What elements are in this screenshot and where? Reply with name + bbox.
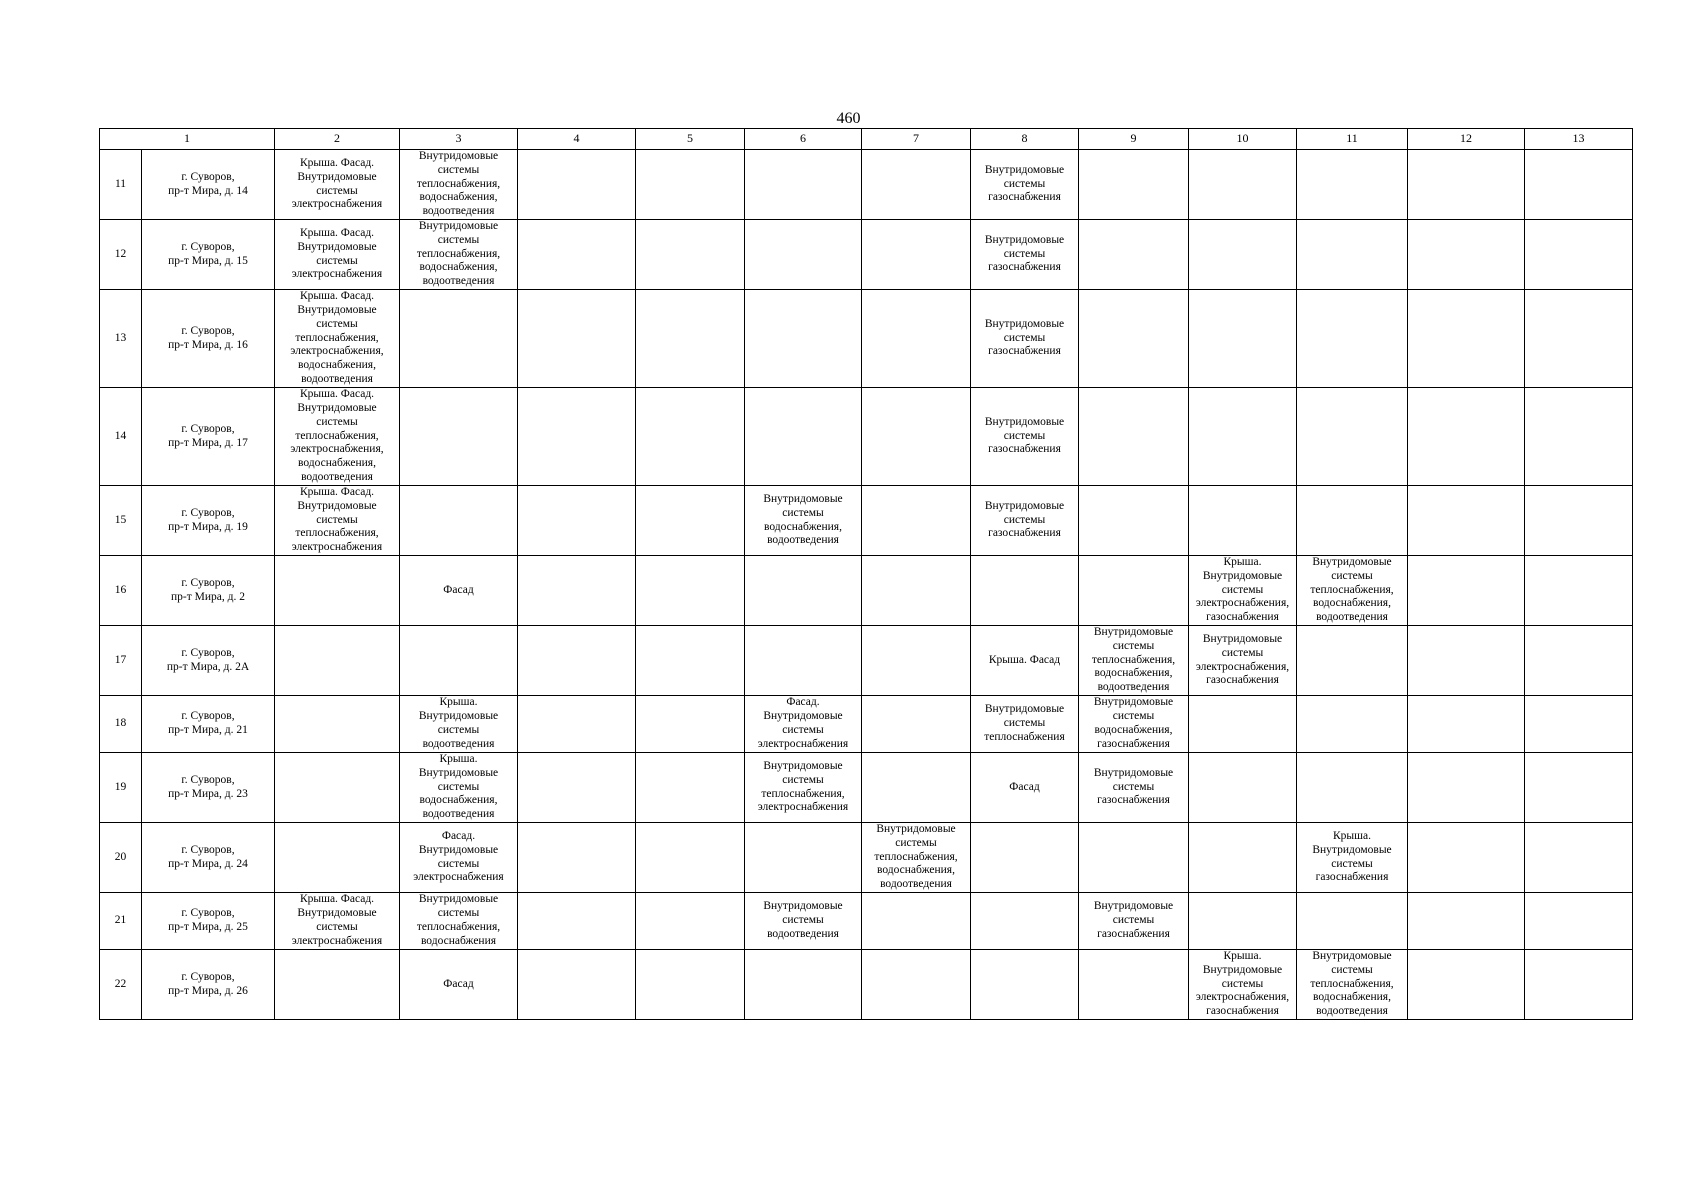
work-cell-col-2: [275, 696, 400, 753]
work-cell-col-4: [518, 388, 636, 486]
table-row: [100, 753, 1633, 823]
work-cell-col-10: [1189, 388, 1297, 486]
address-cell: г. Суворов, пр-т Мира, д. 17: [142, 388, 275, 486]
work-cell-col-6: [745, 950, 862, 1020]
table-row: [100, 486, 1633, 556]
work-cell-col-10: [1189, 753, 1297, 823]
work-cell-col-5: [636, 893, 745, 950]
work-cell-col-9: [1079, 556, 1189, 626]
row-number: 13: [100, 290, 142, 388]
work-cell-col-8: Внутридомовые системы теплоснабжения: [971, 696, 1079, 753]
address-cell: г. Суворов, пр-т Мира, д. 26: [142, 950, 275, 1020]
work-cell-col-2: Крыша. Фасад. Внутридомовые системы электроснабжения: [275, 893, 400, 950]
work-cell-col-11: Внутридомовые системы теплоснабжения, водоснабжения, водоотведения: [1297, 556, 1408, 626]
work-cell-col-12: [1408, 696, 1525, 753]
work-cell-col-7: [862, 950, 971, 1020]
work-cell-col-11: [1297, 486, 1408, 556]
column-header-4: 4: [518, 129, 636, 150]
work-cell-col-12: [1408, 893, 1525, 950]
work-cell-col-3: [400, 388, 518, 486]
work-cell-col-5: [636, 626, 745, 696]
row-number: 17: [100, 626, 142, 696]
row-number: 14: [100, 388, 142, 486]
work-cell-col-6: Внутридомовые системы теплоснабжения, электроснабжения: [745, 753, 862, 823]
row-number: 22: [100, 950, 142, 1020]
column-header-11: 11: [1297, 129, 1408, 150]
work-cell-col-7: [862, 220, 971, 290]
work-cell-col-6: [745, 823, 862, 893]
address-cell: г. Суворов, пр-т Мира, д. 2А: [142, 626, 275, 696]
work-cell-col-9: [1079, 486, 1189, 556]
work-cell-col-6: [745, 220, 862, 290]
work-cell-col-13: [1525, 556, 1633, 626]
address-cell: г. Суворов, пр-т Мира, д. 16: [142, 290, 275, 388]
work-cell-col-2: Крыша. Фасад. Внутридомовые системы электроснабжения: [275, 220, 400, 290]
work-cell-col-5: [636, 388, 745, 486]
work-cell-col-12: [1408, 220, 1525, 290]
table-row: [100, 388, 1633, 486]
work-cell-col-4: [518, 486, 636, 556]
work-cell-col-10: Крыша. Внутридомовые системы электроснабжения, газоснабжения: [1189, 556, 1297, 626]
table-row: [100, 823, 1633, 893]
work-cell-col-13: [1525, 388, 1633, 486]
work-cell-col-3: Фасад. Внутридомовые системы электроснабжения: [400, 823, 518, 893]
work-cell-col-8: Внутридомовые системы газоснабжения: [971, 388, 1079, 486]
work-cell-col-6: [745, 556, 862, 626]
work-cell-col-2: [275, 823, 400, 893]
work-cell-col-13: [1525, 150, 1633, 220]
work-cell-col-6: [745, 626, 862, 696]
address-cell: г. Суворов, пр-т Мира, д. 19: [142, 486, 275, 556]
work-cell-col-2: [275, 556, 400, 626]
work-cell-col-9: Внутридомовые системы водоснабжения, газоснабжения: [1079, 696, 1189, 753]
row-number: 19: [100, 753, 142, 823]
work-cell-col-3: Внутридомовые системы теплоснабжения, водоснабжения, водоотведения: [400, 220, 518, 290]
work-cell-col-7: Внутридомовые системы теплоснабжения, водоснабжения, водоотведения: [862, 823, 971, 893]
column-header-5: 5: [636, 129, 745, 150]
work-cell-col-13: [1525, 486, 1633, 556]
address-cell: г. Суворов, пр-т Мира, д. 15: [142, 220, 275, 290]
work-cell-col-12: [1408, 388, 1525, 486]
work-cell-col-10: [1189, 893, 1297, 950]
column-header-6: 6: [745, 129, 862, 150]
work-cell-col-13: [1525, 220, 1633, 290]
work-cell-col-13: [1525, 823, 1633, 893]
work-cell-col-4: [518, 823, 636, 893]
row-number: 15: [100, 486, 142, 556]
column-header-7: 7: [862, 129, 971, 150]
column-header-12: 12: [1408, 129, 1525, 150]
work-cell-col-3: Внутридомовые системы теплоснабжения, водоснабжения, водоотведения: [400, 150, 518, 220]
work-cell-col-4: [518, 696, 636, 753]
row-number: 18: [100, 696, 142, 753]
work-cell-col-10: [1189, 290, 1297, 388]
work-cell-col-9: [1079, 950, 1189, 1020]
row-number: 11: [100, 150, 142, 220]
work-cell-col-3: Крыша. Внутридомовые системы водоотведения: [400, 696, 518, 753]
work-cell-col-6: Внутридомовые системы водоснабжения, водоотведения: [745, 486, 862, 556]
work-cell-col-5: [636, 220, 745, 290]
address-cell: г. Суворов, пр-т Мира, д. 23: [142, 753, 275, 823]
work-cell-col-7: [862, 556, 971, 626]
work-cell-col-2: [275, 950, 400, 1020]
column-header-10: 10: [1189, 129, 1297, 150]
work-cell-col-7: [862, 290, 971, 388]
work-cell-col-8: [971, 556, 1079, 626]
work-cell-col-4: [518, 950, 636, 1020]
address-cell: г. Суворов, пр-т Мира, д. 25: [142, 893, 275, 950]
work-cell-col-5: [636, 556, 745, 626]
work-cell-col-13: [1525, 893, 1633, 950]
table-row: [100, 220, 1633, 290]
work-cell-col-12: [1408, 823, 1525, 893]
work-cell-col-10: Внутридомовые системы электроснабжения, газоснабжения: [1189, 626, 1297, 696]
work-cell-col-8: [971, 893, 1079, 950]
work-cell-col-4: [518, 150, 636, 220]
work-cell-col-10: [1189, 696, 1297, 753]
work-cell-col-12: [1408, 150, 1525, 220]
column-header-3: 3: [400, 129, 518, 150]
work-cell-col-11: [1297, 753, 1408, 823]
work-cell-col-8: Крыша. Фасад: [971, 626, 1079, 696]
work-cell-col-3: Фасад: [400, 556, 518, 626]
work-cell-col-5: [636, 950, 745, 1020]
work-cell-col-12: [1408, 950, 1525, 1020]
work-cell-col-10: [1189, 823, 1297, 893]
work-cell-col-7: [862, 753, 971, 823]
address-cell: г. Суворов, пр-т Мира, д. 24: [142, 823, 275, 893]
work-cell-col-13: [1525, 753, 1633, 823]
work-cell-col-5: [636, 823, 745, 893]
work-cell-col-8: Внутридомовые системы газоснабжения: [971, 220, 1079, 290]
work-cell-col-10: [1189, 150, 1297, 220]
work-cell-col-13: [1525, 626, 1633, 696]
work-cell-col-4: [518, 893, 636, 950]
column-header-13: 13: [1525, 129, 1633, 150]
work-cell-col-8: [971, 823, 1079, 893]
work-cell-col-13: [1525, 290, 1633, 388]
address-cell: г. Суворов, пр-т Мира, д. 2: [142, 556, 275, 626]
work-cell-col-11: [1297, 150, 1408, 220]
work-cell-col-12: [1408, 556, 1525, 626]
column-header-9: 9: [1079, 129, 1189, 150]
work-cell-col-11: [1297, 388, 1408, 486]
work-cell-col-5: [636, 696, 745, 753]
table-row: [100, 696, 1633, 753]
column-header-8: 8: [971, 129, 1079, 150]
work-cell-col-7: [862, 388, 971, 486]
table-body: [100, 150, 1633, 1020]
column-header-1: 1: [100, 129, 275, 150]
work-cell-col-3: Крыша. Внутридомовые системы водоснабжения, водоотведения: [400, 753, 518, 823]
work-cell-col-5: [636, 486, 745, 556]
work-cell-col-2: [275, 753, 400, 823]
work-cell-col-7: [862, 486, 971, 556]
work-cell-col-4: [518, 753, 636, 823]
header-row: [100, 129, 1633, 150]
work-cell-col-11: Внутридомовые системы теплоснабжения, водоснабжения, водоотведения: [1297, 950, 1408, 1020]
table-row: [100, 290, 1633, 388]
work-cell-col-12: [1408, 753, 1525, 823]
work-cell-col-6: Фасад. Внутридомовые системы электроснабжения: [745, 696, 862, 753]
work-cell-col-13: [1525, 950, 1633, 1020]
table-row: [100, 950, 1633, 1020]
column-header-2: 2: [275, 129, 400, 150]
work-cell-col-9: [1079, 290, 1189, 388]
page-number: 460: [836, 110, 861, 127]
row-number: 21: [100, 893, 142, 950]
work-cell-col-9: [1079, 823, 1189, 893]
work-cell-col-6: [745, 388, 862, 486]
work-cell-col-11: [1297, 696, 1408, 753]
work-cell-col-8: Внутридомовые системы газоснабжения: [971, 150, 1079, 220]
work-cell-col-9: [1079, 388, 1189, 486]
work-cell-col-4: [518, 556, 636, 626]
work-cell-col-7: [862, 893, 971, 950]
work-cell-col-4: [518, 626, 636, 696]
work-cell-col-2: Крыша. Фасад. Внутридомовые системы теплоснабжения, электроснабжения, водоснабжения, водоотведения: [275, 388, 400, 486]
work-cell-col-5: [636, 150, 745, 220]
work-cell-col-8: Внутридомовые системы газоснабжения: [971, 486, 1079, 556]
work-cell-col-7: [862, 150, 971, 220]
work-cell-col-3: Внутридомовые системы теплоснабжения, водоснабжения: [400, 893, 518, 950]
address-cell: г. Суворов, пр-т Мира, д. 21: [142, 696, 275, 753]
work-cell-col-8: Фасад: [971, 753, 1079, 823]
work-cell-col-11: [1297, 893, 1408, 950]
table-row: [100, 626, 1633, 696]
work-cell-col-9: Внутридомовые системы газоснабжения: [1079, 893, 1189, 950]
work-cell-col-13: [1525, 696, 1633, 753]
row-number: 16: [100, 556, 142, 626]
work-cell-col-7: [862, 696, 971, 753]
address-cell: г. Суворов, пр-т Мира, д. 14: [142, 150, 275, 220]
work-cell-col-11: [1297, 290, 1408, 388]
work-cell-col-10: [1189, 220, 1297, 290]
work-cell-col-12: [1408, 290, 1525, 388]
work-cell-col-4: [518, 290, 636, 388]
work-cell-col-8: [971, 950, 1079, 1020]
work-cell-col-6: [745, 290, 862, 388]
table-row: [100, 556, 1633, 626]
work-cell-col-11: [1297, 626, 1408, 696]
table-row: [100, 893, 1633, 950]
repair-schedule-table: [99, 128, 1633, 1020]
work-cell-col-2: Крыша. Фасад. Внутридомовые системы теплоснабжения, электроснабжения: [275, 486, 400, 556]
work-cell-col-9: Внутридомовые системы теплоснабжения, водоснабжения, водоотведения: [1079, 626, 1189, 696]
work-cell-col-2: [275, 626, 400, 696]
work-cell-col-11: Крыша. Внутридомовые системы газоснабжения: [1297, 823, 1408, 893]
row-number: 12: [100, 220, 142, 290]
work-cell-col-9: [1079, 220, 1189, 290]
table-row: [100, 150, 1633, 220]
work-cell-col-2: Крыша. Фасад. Внутридомовые системы теплоснабжения, электроснабжения, водоснабжения, водоотведения: [275, 290, 400, 388]
work-cell-col-12: [1408, 486, 1525, 556]
work-cell-col-5: [636, 290, 745, 388]
work-cell-col-10: [1189, 486, 1297, 556]
work-cell-col-3: [400, 626, 518, 696]
work-cell-col-11: [1297, 220, 1408, 290]
work-cell-col-3: Фасад: [400, 950, 518, 1020]
work-cell-col-6: Внутридомовые системы водоотведения: [745, 893, 862, 950]
work-cell-col-5: [636, 753, 745, 823]
work-cell-col-7: [862, 626, 971, 696]
work-cell-col-9: Внутридомовые системы газоснабжения: [1079, 753, 1189, 823]
work-cell-col-4: [518, 220, 636, 290]
work-cell-col-10: Крыша. Внутридомовые системы электроснабжения, газоснабжения: [1189, 950, 1297, 1020]
work-cell-col-12: [1408, 626, 1525, 696]
work-cell-col-8: Внутридомовые системы газоснабжения: [971, 290, 1079, 388]
work-cell-col-3: [400, 290, 518, 388]
work-cell-col-9: [1079, 150, 1189, 220]
work-cell-col-2: Крыша. Фасад. Внутридомовые системы электроснабжения: [275, 150, 400, 220]
work-cell-col-6: [745, 150, 862, 220]
work-cell-col-3: [400, 486, 518, 556]
row-number: 20: [100, 823, 142, 893]
